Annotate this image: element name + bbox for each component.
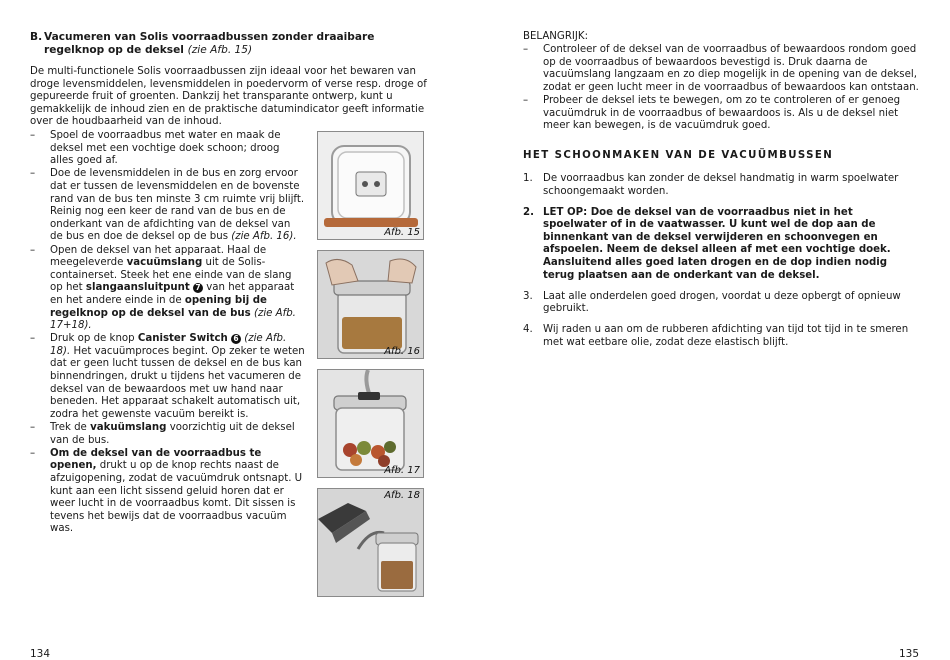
section-title-text: Vacumeren van Solis voorraadbussen zonder draaibare regelknop op de deksel [44,31,375,56]
canister-lid-illustration [318,132,423,239]
list-item: – Open de deksel van het apparaat. Haal de meegeleverde vacuümslang uit de Solis-containerset. Steek het ene einde van de slang op het slangaansluitpunt 7 van het apparaat en het andere einde in de opening bij de regelknop op de deksel van de bus (zie Afb. 17+18). [30,244,296,332]
list-item: – Trek de vakuümslang voorzichtig uit de deksel van de bus. [30,422,295,446]
important-heading: BELANGRIJK: [523,31,589,42]
list-item: 3. Laat alle onderdelen goed drogen, voordat u deze opbergt of opnieuw gebruikt. [523,290,901,315]
list-item: – Spoel de voorraadbus met water en maak de deksel met een vochtige doek schoon; droog alles goed af. [30,130,281,167]
hands-closing-canister-illustration [318,251,423,358]
page-number-right: 135 [899,648,920,660]
right-page [475,0,950,660]
figure-18 [317,488,424,597]
section-letter: B. [30,31,43,43]
figure-column [317,131,424,607]
number-7-icon: 7 [193,283,203,293]
figure-caption: Afb. 17 [384,465,420,476]
list-item: – Controleer of de deksel van de voorraadbus of bewaardoos rondom goed op de voorraadbus of bewaardoos bevestigd is. Druk daarna de vacuümslang langzaam en zo diep mogelijk in de opening van de deksel, zodat er geen lucht meer in de voorraadbus of bewaardoos kan ontstaan. [523,44,919,93]
warning-item: 2. LET OP: Doe de deksel van de voorraadbus niet in het spoelwater of in de vaatwasser. U kunt wel de dop aan de binnenkant van de deksel verwijderen en schoonvegen en afspoelen. Neem de deksel alleen af met een vochtige doek. Aansluitend alles goed laten drogen en de dop indien nodig terug plaatsen aan de onderkant van de deksel. [523,206,891,281]
list-item: 4. Wij raden u aan om de rubberen afdichting van tijd tot tijd in te smeren met wat eetbare olie, zodat deze elastisch blijft. [523,324,909,348]
vacuum-sealer-with-canister-illustration [318,489,423,596]
section-title [30,31,430,57]
intro-paragraph: De multi-functionele Solis voorraadbussen zijn ideaal voor het bewaren van droge levensmiddelen, levensmiddelen in poedervorm of verse resp. droge of gepureerde fruit of groenten. Dankzij het transparante ontwerp, kunt u gemakkelijk de inhoud zien en de praktische datumindicator geeft informatie over de houdbaarheid van de inhoud. [30,66,427,128]
figure-17 [317,369,424,478]
section-ref: (zie Afb. 15) [187,44,253,56]
instruction-list [30,130,305,537]
number-6-icon: 6 [231,334,241,344]
list-item: – Doe de levensmiddelen in de bus en zorg ervoor dat er tussen de levensmiddelen en de bovenste rand van de bus ten minste 3 cm ruimte vrij blijft. Reinig nog een keer de rand van de bus en de onderkant van de afdichting van de deksel van de bus en doe de deksel op de bus (zie Afb. 16). [30,168,305,243]
list-item: 1. De voorraadbus kan zonder de deksel handmatig in warm spoelwater schoongemaakt worden. [523,173,899,197]
list-item: – Probeer de deksel iets te bewegen, om zo te controleren of er genoeg vacuümdruk in de voorraadbus of bewaardoos is. Als u de deksel niet meer kan bewegen, is de vacuümdruk goed. [523,94,901,132]
page-number-left: 134 [30,648,51,660]
canister-with-hose-illustration [318,370,423,477]
figure-caption: Afb. 16 [384,346,420,357]
figure-16 [317,250,424,359]
cleaning-steps [523,173,919,358]
figure-caption: Afb. 15 [384,227,420,238]
figure-caption: Afb. 18 [384,490,420,501]
important-list [523,44,919,133]
list-item: – Om de deksel van de voorraadbus te openen, drukt u op de knop rechts naast de afzuigopening, zodat de vacuümdruk ontsnapt. U kunt aan een licht sissend geluid horen dat er weer lucht in de voorraadbus komt. Dit sissen is tevens het bewijs dat de voorraadbus vacuüm was. [30,447,303,535]
cleaning-heading: HET SCHOONMAKEN VAN DE VACUÜMBUSSEN [523,150,834,161]
figure-15 [317,131,424,240]
list-item: – Druk op de knop Canister Switch 6 (zie Afb. 18). Het vacuümproces begint. Op zeker te weten dat er geen lucht tussen de deksel en de bus kan binnendringen, drukt u tijdens het vacumeren de deksel van de bewaardoos met uw hand naar beneden. Het apparaat schakelt automatisch uit, zodra het gewenste vacuüm bereikt is. [30,333,305,420]
